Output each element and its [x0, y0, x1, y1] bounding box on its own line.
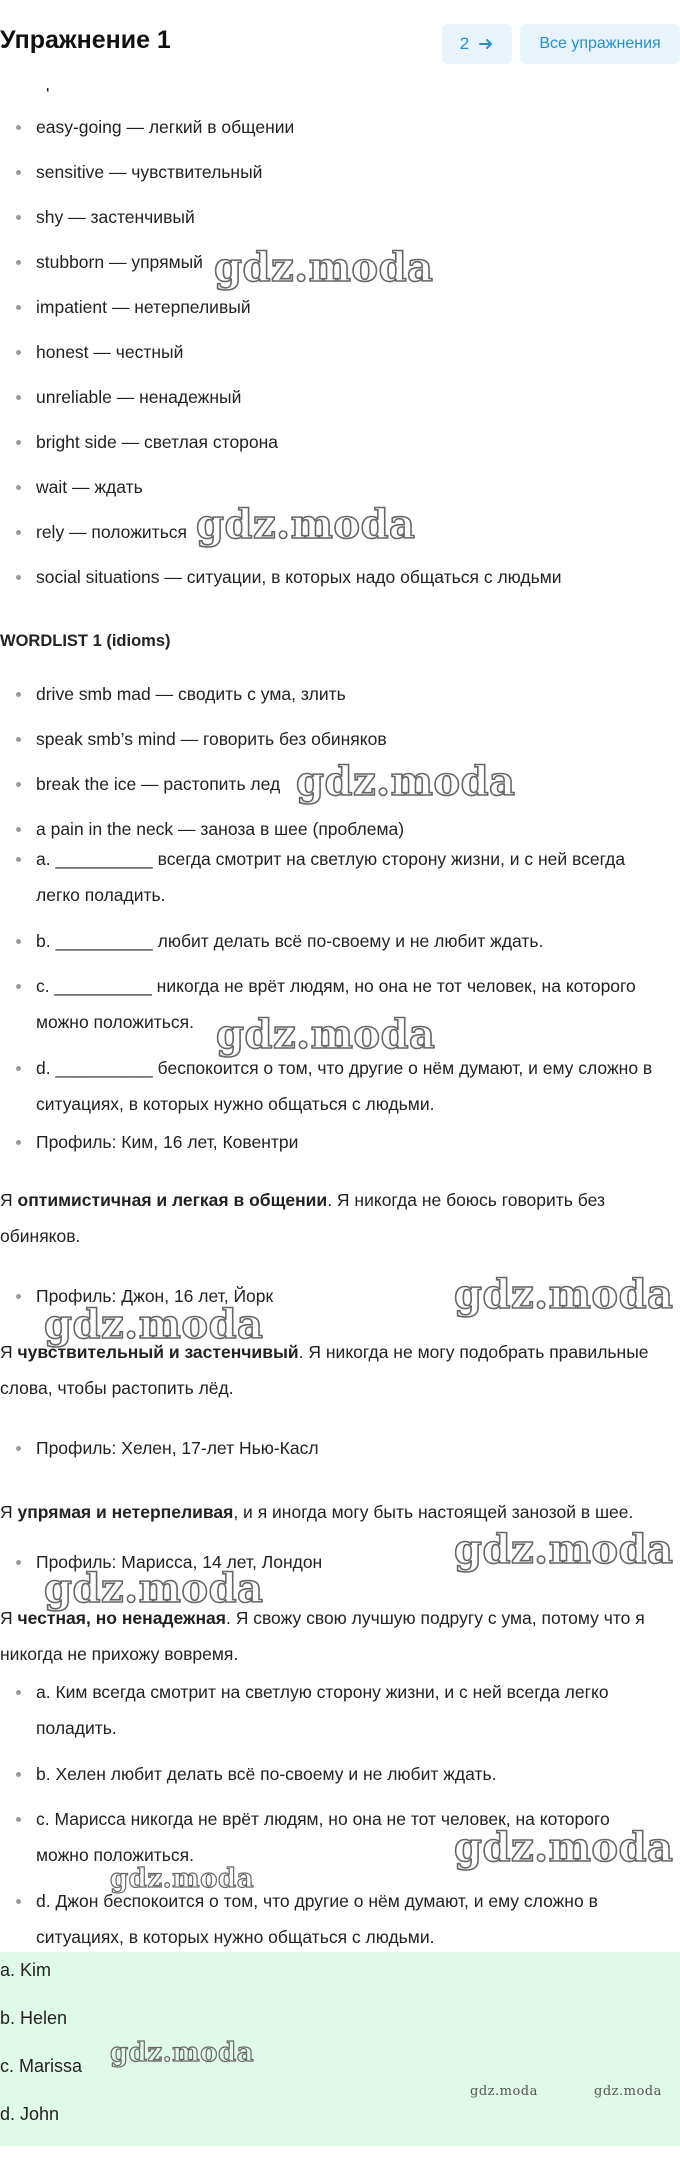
watermark: gdz.moda: [196, 501, 416, 548]
watermark: gdz.moda: [44, 1301, 264, 1348]
wordlist-item: impatient — нетерпеливый: [36, 289, 666, 325]
watermark: gdz.moda: [454, 1271, 674, 1318]
idioms-heading: WORDLIST 1 (idioms): [0, 632, 171, 650]
idiom-item: a pain in the neck — заноза в шее (проблема): [36, 811, 666, 847]
watermark: gdz.moda: [44, 1565, 264, 1612]
wordlist-item: stubborn — упрямый: [36, 244, 666, 280]
wordlist-item: bright side — светлая сторона: [36, 424, 666, 460]
profile-paragraph: Я чувствительный и застенчивый. Я никогда не могу подобрать правильные слова, чтобы растопить лёд.: [0, 1342, 649, 1398]
wordlist-item: shy — застенчивый: [36, 199, 666, 235]
wordlist-item: wait — ждать: [36, 469, 666, 505]
watermark: gdz.moda: [110, 2038, 255, 2068]
profile-item: Профиль: Марисса, 14 лет, Лондон: [36, 1544, 666, 1580]
gap-sentence: c. __________ никогда не врёт людям, но она не тот человек, на которого можно положиться.: [36, 968, 666, 1040]
answer-box: [0, 1952, 680, 2146]
watermark: gdz.moda: [216, 1011, 436, 1058]
gap-sentence: a. __________ всегда смотрит на светлую сторону жизни, и с ней всегда легко поладить.: [36, 841, 666, 913]
watermark: gdz.moda: [110, 1864, 255, 1894]
watermark: gdz.moda: [470, 2084, 538, 2099]
watermark: gdz.moda: [454, 1526, 674, 1573]
idiom-item: speak smb’s mind — говорить без обиняков: [36, 721, 666, 757]
profile-paragraph: Я честная, но ненадежная. Я свожу свою лучшую подругу с ума, потому что я никогда не прихожу вовремя.: [0, 1608, 645, 1664]
answer-sentence: d. Джон беспокоится о том, что другие о нём думают, и ему сложно в ситуациях, в которых нужно общаться с людьми.: [36, 1883, 666, 1955]
wordlist-item: sensitive — чувствительный: [36, 154, 666, 190]
profile-paragraph: Я оптимистичная и легкая в общении. Я никогда не боюсь говорить без обиняков.: [0, 1190, 605, 1246]
gap-sentence: d. __________ беспокоится о том, что другие о нём думают, и ему сложно в ситуациях, в которых нужно общаться с людьми.: [36, 1050, 666, 1122]
idiom-item: break the ice — растопить лед: [36, 766, 666, 802]
watermark: gdz.moda: [454, 1824, 674, 1871]
idiom-item: drive smb mad — сводить с ума, злить: [36, 676, 666, 712]
gap-sentence: b. __________ любит делать всё по-своему и не любит ждать.: [36, 923, 666, 959]
wordlist-item: easy-going — легкий в общении: [36, 109, 666, 145]
next-exercise-label: 2: [459, 34, 470, 53]
wordlist-item: social situations — ситуации, в которых надо общаться с людьми: [36, 559, 666, 595]
answer-item: d. John: [0, 2104, 60, 2124]
answer-sentence: c. Марисса никогда не врёт людям, но она не тот человек, на которого можно положиться.: [36, 1801, 666, 1873]
wordlist-item: honest — честный: [36, 334, 666, 370]
wordlist-item: rely — положиться: [36, 514, 666, 550]
wordlist-item: unreliable — ненадежный: [36, 379, 666, 415]
profile-item: Профиль: Джон, 16 лет, Йорк: [36, 1278, 666, 1314]
profile-item: Профиль: Хелен, 17-лет Нью-Касл: [36, 1430, 666, 1466]
profile-item: Профиль: Ким, 16 лет, Ковентри: [36, 1124, 666, 1160]
answer-item: a. Kim: [0, 1960, 52, 1980]
answer-item: b. Helen: [0, 2008, 68, 2028]
watermark: gdz.moda: [594, 2084, 662, 2099]
page-header: [0, 0, 680, 88]
watermark: gdz.moda: [214, 244, 434, 291]
all-exercises-button[interactable]: Все упражнения: [520, 24, 680, 64]
next-exercise-button[interactable]: [442, 24, 512, 64]
profile-paragraph: Я упрямая и нетерпеливая, и я иногда могу быть настоящей занозой в шее.: [0, 1502, 634, 1522]
watermark: gdz.moda: [296, 758, 516, 805]
answer-sentence: b. Хелен любит делать всё по-своему и не любит ждать.: [36, 1756, 666, 1792]
arrow-right-icon: [478, 36, 494, 52]
answer-sentence: a. Ким всегда смотрит на светлую сторону жизни, и с ней всегда легко поладить.: [36, 1674, 666, 1746]
page-title: Упражнение 1: [0, 26, 171, 54]
answer-item: c. Marissa: [0, 2056, 83, 2076]
